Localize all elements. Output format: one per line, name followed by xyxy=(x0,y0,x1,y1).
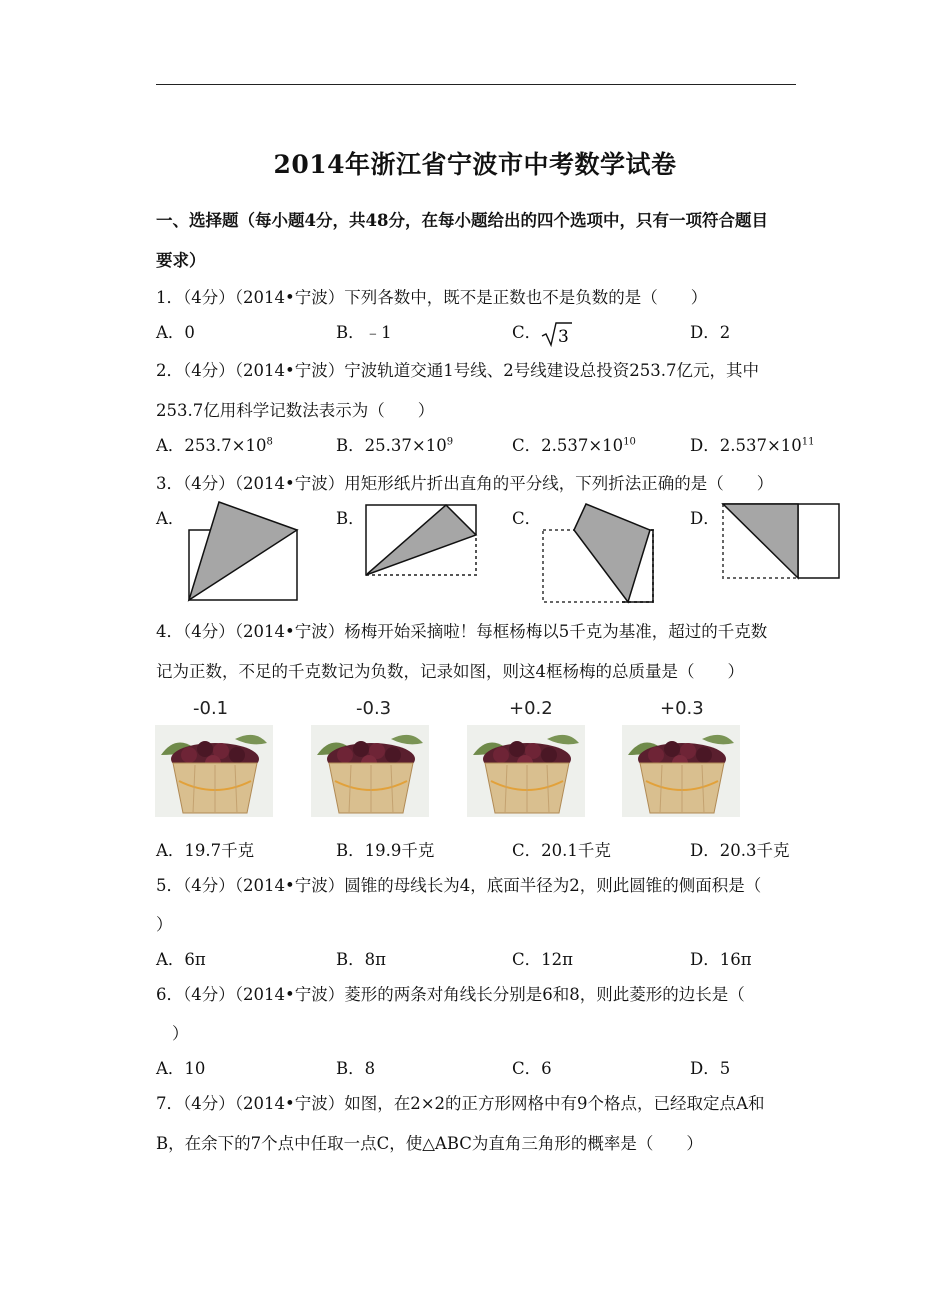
q4-option-a: A．19.7千克 xyxy=(156,841,255,860)
q3-label-c: C． xyxy=(512,509,542,528)
q4-option-b: B．19.9千克 xyxy=(336,841,435,860)
q3-label-a: A． xyxy=(156,509,185,528)
q3-figure-a xyxy=(185,500,303,604)
q1-option-a: A．0 xyxy=(156,323,195,342)
q2-option-c-exp: 10 xyxy=(623,436,636,448)
q2-option-a-exp: 8 xyxy=(266,436,273,448)
q4-option-d: D．20.3千克 xyxy=(690,841,790,860)
q5-stem-line2: ） xyxy=(156,915,173,934)
q2-option-a-base: 253.7×10 xyxy=(184,436,267,455)
q1-option-c-label: C． xyxy=(512,323,542,342)
bayberry-basket-image-3 xyxy=(467,725,585,817)
q1-option-b: B．﹣1 xyxy=(336,323,392,342)
q2-option-d-exp: 11 xyxy=(801,436,815,448)
q6-stem-line1: 6．（4分）（2014•宁波）菱形的两条对角线长分别是6和8，则此菱形的边长是（ xyxy=(156,985,745,1004)
q2-option-a xyxy=(156,432,273,456)
q7-stem-line1: 7．（4分）（2014•宁波）如图，在2×2的正方形网格中有9个格点，已经取定点A和 xyxy=(156,1094,765,1113)
q2-option-d xyxy=(690,432,815,456)
q2-option-d-base: 2.537×10 xyxy=(719,436,802,455)
section-heading-line2: 要求） xyxy=(156,251,206,270)
q2-option-b xyxy=(336,432,453,456)
q2-option-c-base: 2.537×10 xyxy=(541,436,624,455)
q6-option-b: B．8 xyxy=(336,1059,376,1078)
q5-option-d: D．16π xyxy=(690,950,752,969)
sqrt-symbol xyxy=(541,321,573,347)
q4-stem-line1: 4．（4分）（2014•宁波）杨梅开始采摘啦！每框杨梅以5千克为基准，超过的千克数 xyxy=(156,622,768,641)
q7-stem-line2: B，在余下的7个点中任取一点C，使△ABC为直角三角形的概率是（ ） xyxy=(156,1134,703,1153)
q2-option-c xyxy=(512,432,636,456)
q2-option-b-label: B． xyxy=(336,436,365,455)
q3-figure-b xyxy=(362,500,482,582)
q3-figure-d xyxy=(718,500,842,582)
q1-option-c xyxy=(512,319,573,347)
section-heading-line1: 一、选择题（每小题4分，共48分，在每小题给出的四个选项中，只有一项符合题目 xyxy=(156,211,768,230)
bayberry-basket-image-2 xyxy=(311,725,429,817)
q3-stem: 3．（4分）（2014•宁波）用矩形纸片折出直角的平分线，下列折法正确的是（ ） xyxy=(156,474,774,493)
q2-option-a-label: A． xyxy=(156,436,185,455)
q2-option-b-exp: 9 xyxy=(446,436,454,448)
q4-tag-1: -0.1 xyxy=(193,698,229,719)
q2-stem-line2: 253.7亿用科学记数法表示为（ ） xyxy=(156,401,435,420)
q4-option-c: C．20.1千克 xyxy=(512,841,611,860)
q1-option-d: D．2 xyxy=(690,323,731,342)
q5-option-a: A．6π xyxy=(156,950,206,969)
page-title: 2014年浙江省宁波市中考数学试卷 xyxy=(273,150,677,179)
q3-label-d: D． xyxy=(690,509,720,528)
q1-radicand: 3 xyxy=(558,326,569,347)
q6-option-d: D．5 xyxy=(690,1059,731,1078)
q6-option-c: C．6 xyxy=(512,1059,552,1078)
bayberry-basket-image-1 xyxy=(155,725,273,817)
q2-option-d-label: D． xyxy=(690,436,720,455)
q4-tag-2: -0.3 xyxy=(356,698,392,719)
q4-tag-3: +0.2 xyxy=(509,698,553,719)
q5-option-c: C．12π xyxy=(512,950,573,969)
q6-option-a: A．10 xyxy=(156,1059,206,1078)
bayberry-basket-image-4 xyxy=(622,725,740,817)
q2-stem-line1: 2．（4分）（2014•宁波）宁波轨道交通1号线、2号线建设总投资253.7亿元，其中 xyxy=(156,361,759,380)
q6-stem-line2: ） xyxy=(172,1024,189,1043)
q5-option-b: B．8π xyxy=(336,950,386,969)
q4-stem-line2: 记为正数，不足的千克数记为负数，记录如图，则这4框杨梅的总质量是（ ） xyxy=(156,662,744,681)
q5-stem-line1: 5．（4分）（2014•宁波）圆锥的母线长为4，底面半径为2，则此圆锥的侧面积是（ xyxy=(156,876,762,895)
q1-stem: 1．（4分）（2014•宁波）下列各数中，既不是正数也不是负数的是（ ） xyxy=(156,288,708,307)
q2-option-b-base: 25.37×10 xyxy=(364,436,447,455)
header-rule xyxy=(156,84,796,85)
q2-option-c-label: C． xyxy=(512,436,542,455)
q3-figure-c xyxy=(538,500,658,606)
q4-tag-4: +0.3 xyxy=(660,698,704,719)
q3-label-b: B． xyxy=(336,509,365,528)
